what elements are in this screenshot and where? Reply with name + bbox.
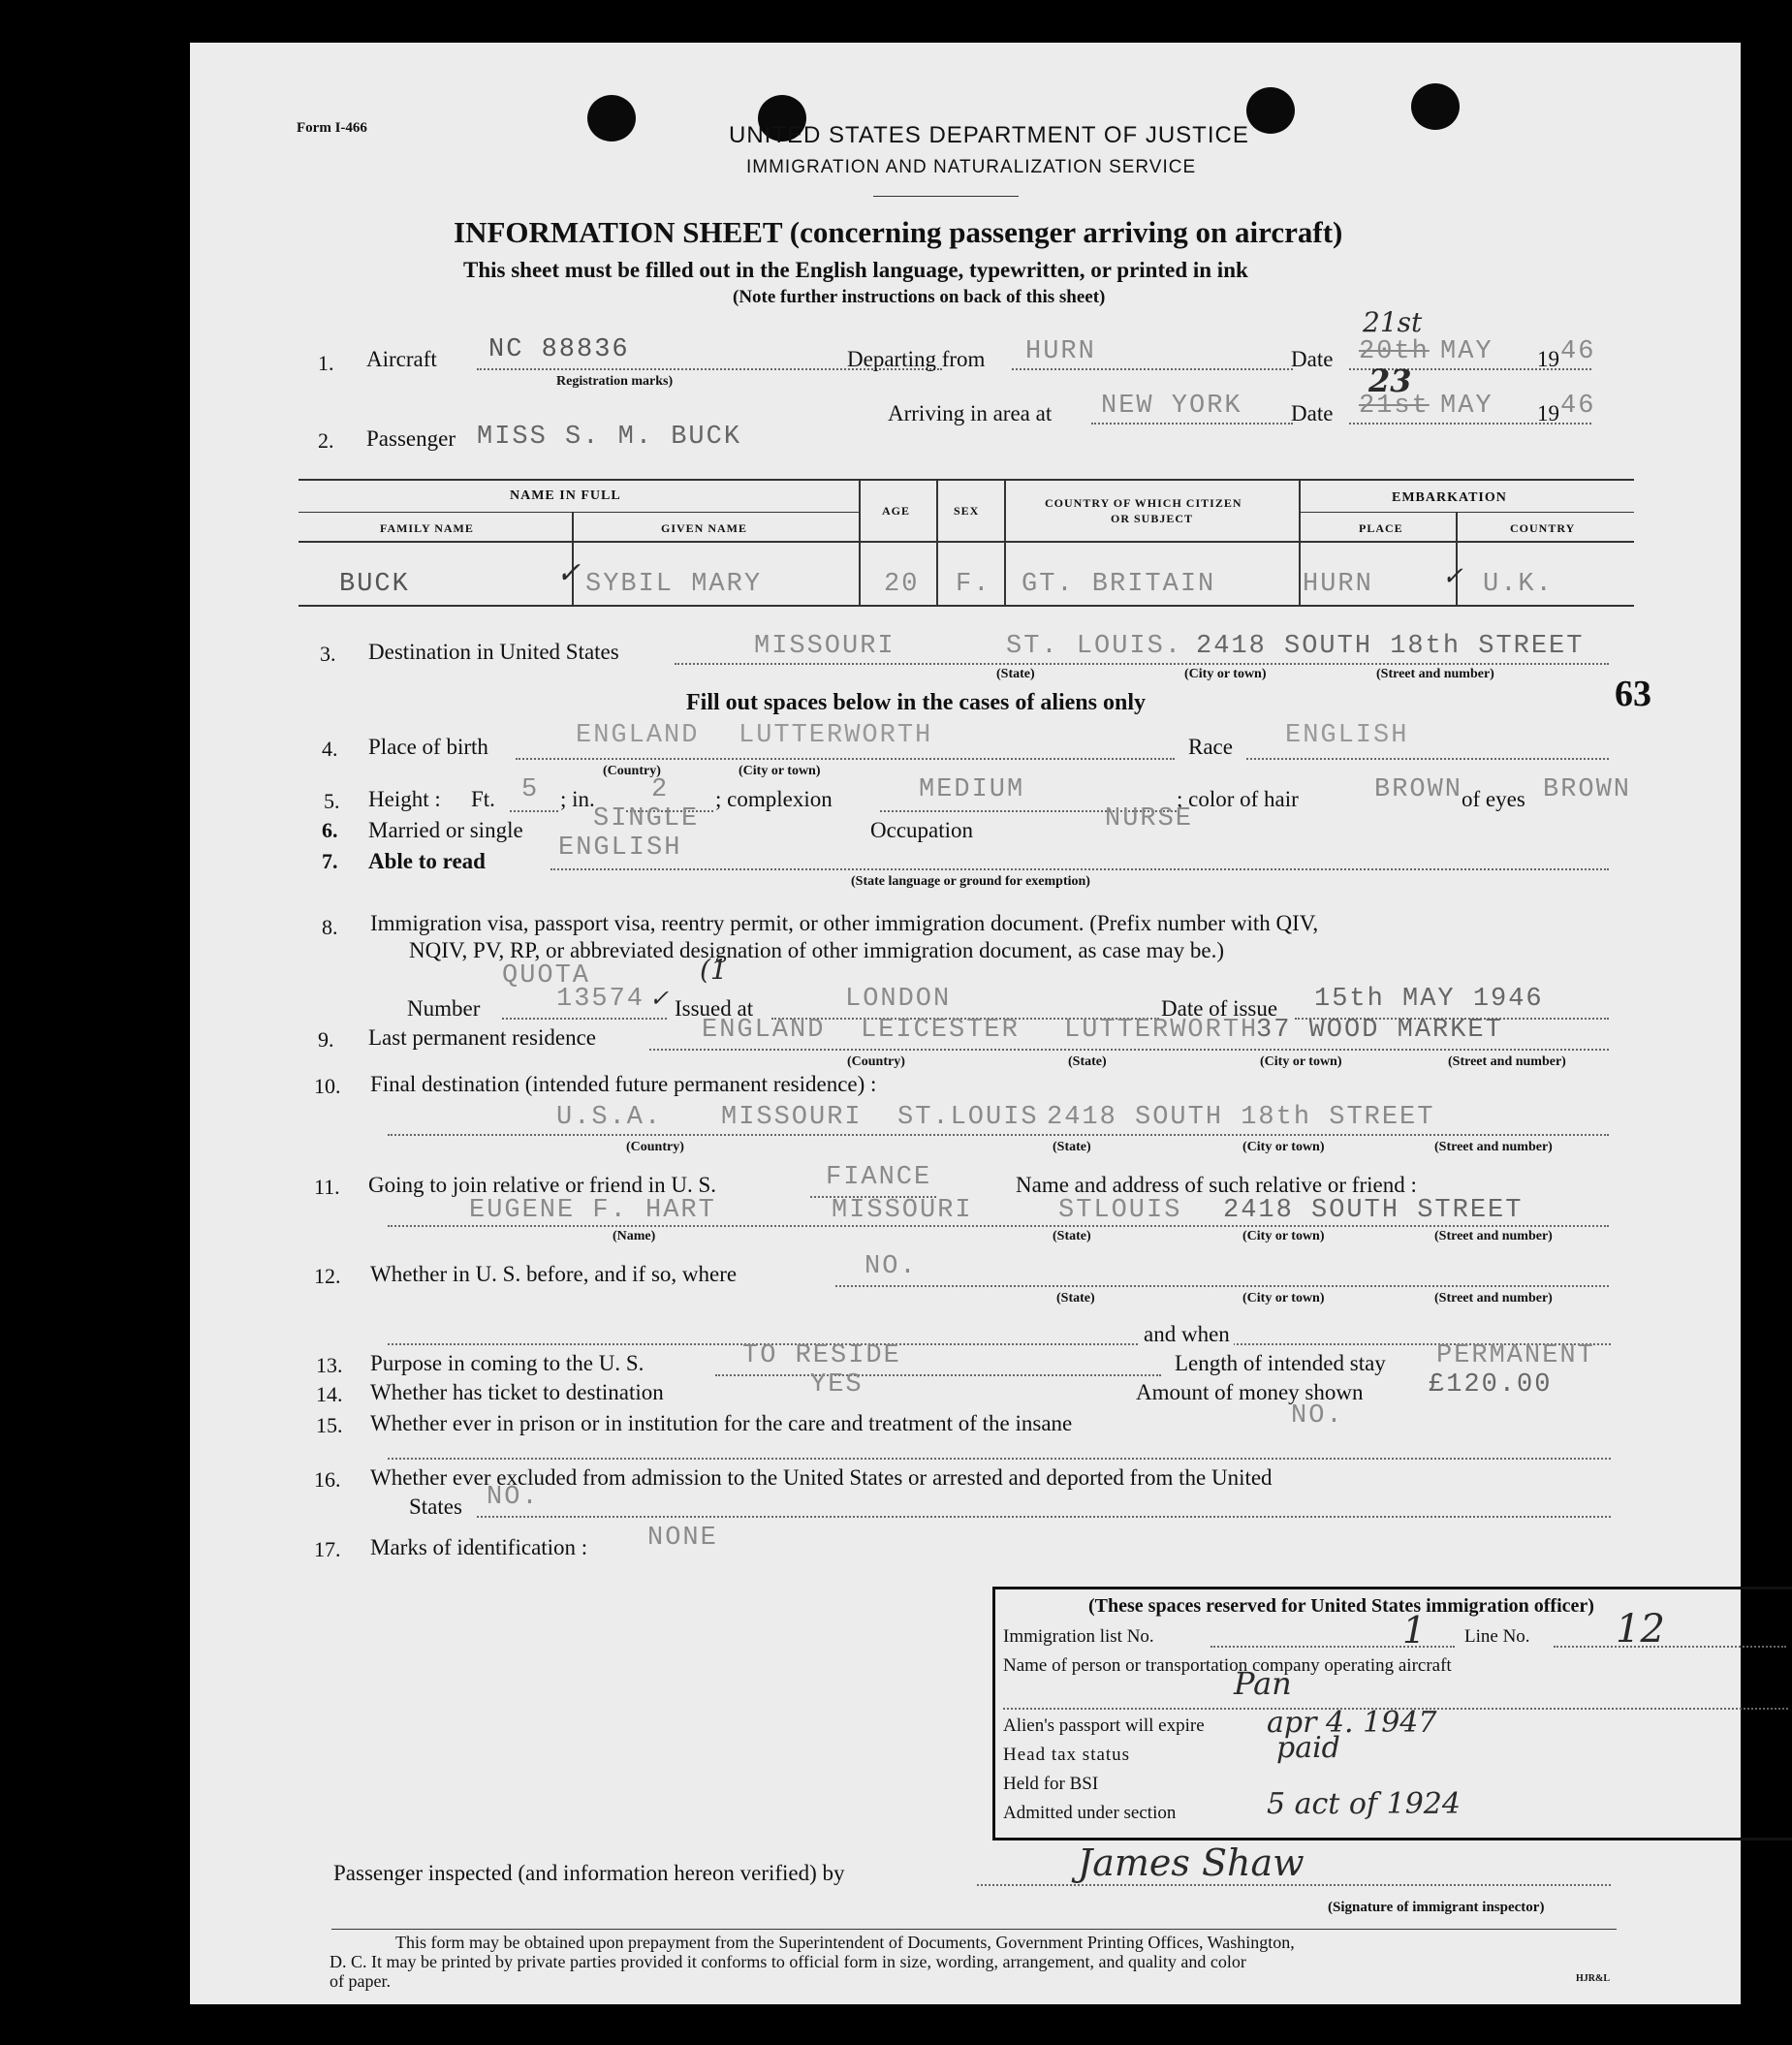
in-value: 2 <box>651 775 670 804</box>
residence-state: LEICESTER <box>861 1016 1020 1045</box>
check-mark-icon: ✓ <box>649 985 670 1012</box>
caption-street: (Street and number) <box>1376 667 1494 681</box>
residence-label: Last permanent residence <box>368 1025 596 1050</box>
item-number: 15. <box>316 1413 343 1437</box>
check-mark-icon: ✓ <box>1442 562 1463 591</box>
punch-hole <box>587 95 636 142</box>
caption-city: (City or town) <box>1242 1291 1325 1306</box>
item-number: 7. <box>322 849 338 873</box>
dep-year: 46 <box>1560 337 1596 366</box>
ticket-label: Whether has ticket to destination <box>370 1380 664 1404</box>
when-label: and when <box>1140 1322 1234 1347</box>
sex-cell: F. <box>956 570 991 599</box>
table-sub-rule <box>1301 512 1634 513</box>
caption-country: (Country) <box>626 1140 684 1154</box>
join-city: STLOUIS <box>1058 1196 1182 1225</box>
signature-caption: (Signature of immigrant inspector) <box>1328 1900 1545 1915</box>
header-rule <box>873 196 1019 197</box>
dep-month: MAY <box>1440 337 1493 366</box>
table-col-rule <box>936 479 938 605</box>
caption-name: (Name) <box>613 1229 656 1243</box>
officer-reserved-box <box>992 1587 1792 1840</box>
caption-street: (Street and number) <box>1434 1291 1553 1306</box>
issued-label: Issued at <box>675 996 754 1021</box>
given-name-cell: SYBIL MARY <box>585 570 763 599</box>
admitted-label: Admitted under section <box>1003 1803 1177 1823</box>
line-no-value: 12 <box>1616 1607 1665 1652</box>
visa-number-line <box>502 1018 667 1020</box>
occupation-label: Occupation <box>870 818 974 842</box>
line-no-label: Line No. <box>1464 1626 1530 1647</box>
form-note: (Note further instructions on back of this sheet) <box>733 287 1106 307</box>
join-address-line <box>388 1225 1609 1227</box>
excluded-label-2: States <box>409 1494 462 1519</box>
year-prefix: 19 <box>1537 347 1559 371</box>
registration-caption: Registration marks) <box>556 374 674 389</box>
visa-quota: QUOTA <box>502 961 591 991</box>
check-mark-icon: ✓ <box>556 556 582 590</box>
marks-label: Marks of identification : <box>370 1535 588 1559</box>
passport-value: apr 4. 1947 <box>1267 1706 1437 1740</box>
residence-street: 37 WOOD MARKET <box>1256 1016 1503 1045</box>
line-no-line <box>1554 1646 1786 1648</box>
admitted-value: 5 act of 1924 <box>1267 1787 1461 1821</box>
country-cell: U.K. <box>1483 570 1554 599</box>
departing-line <box>1012 368 1293 370</box>
destination-street: 2418 SOUTH 18th STREET <box>1196 632 1585 661</box>
aircraft-label: Aircraft <box>366 347 437 371</box>
before-label: Whether in U. S. before, and if so, where <box>370 1262 738 1286</box>
caption-street: (Street and number) <box>1434 1229 1553 1243</box>
aircraft-value: NC 88836 <box>488 335 630 364</box>
money-label: Amount of money shown <box>1136 1380 1364 1404</box>
visa-handwritten-note: (1 <box>700 954 728 986</box>
table-bottom-rule <box>299 605 1634 607</box>
punch-hole <box>1246 87 1295 134</box>
race-label: Race <box>1188 735 1233 759</box>
table-col-rule <box>1004 479 1006 605</box>
purpose-value: TO RESIDE <box>742 1341 901 1370</box>
join-relation: FIANCE <box>826 1163 932 1192</box>
caption-country: (Country) <box>847 1054 905 1069</box>
height-label: Height : <box>368 787 441 811</box>
occupation-value: NURSE <box>1105 804 1194 834</box>
date-label: Date <box>1291 347 1334 371</box>
birth-city: LUTTERWORTH <box>739 721 933 750</box>
caption-city: (City or town) <box>739 764 821 778</box>
arriving-label: Arriving in area at <box>888 401 1053 425</box>
caption-city: (City or town) <box>1242 1229 1325 1243</box>
reserved-title: (These spaces reserved for United States immigration officer) <box>1088 1595 1594 1617</box>
form-subtitle: This sheet must be filled out in the English language, typewritten, or printed in ink <box>463 258 1248 282</box>
dep-date-struck: 20th <box>1359 337 1430 366</box>
purpose-label: Purpose in coming to the U. S. <box>370 1351 644 1375</box>
item-number: 9. <box>318 1027 334 1052</box>
table-col-rule <box>1299 479 1301 605</box>
issued-value: LONDON <box>845 985 952 1014</box>
department-heading: UNITED STATES DEPARTMENT OF JUSTICE <box>729 122 1249 148</box>
date-of-issue-label: Date of issue <box>1161 996 1278 1021</box>
caption-country: (Country) <box>603 764 661 778</box>
eyes-label: of eyes <box>1462 787 1525 811</box>
inspected-label: Passenger inspected (and information hereon verified) by <box>333 1861 845 1885</box>
or-subject-header: OR SUBJECT <box>1111 512 1194 525</box>
family-name-cell: BUCK <box>339 570 410 599</box>
destination-city: ST. LOUIS. <box>1006 632 1183 661</box>
arr-date-corrected: 23 <box>1368 362 1412 399</box>
citizen-cell: GT. BRITAIN <box>1022 570 1216 599</box>
form-number: Form I-466 <box>297 120 367 136</box>
sex-header: SEX <box>954 504 980 518</box>
residence-city: LUTTERWORTH <box>1064 1016 1259 1045</box>
arr-date-line <box>1349 423 1591 425</box>
read-value: ENGLISH <box>558 834 682 863</box>
departing-label: Departing from <box>847 347 986 371</box>
item-number: 11. <box>314 1175 340 1199</box>
destination-label: Destination in United States <box>368 640 619 664</box>
join-street: 2418 SOUTH STREET <box>1223 1196 1524 1225</box>
caption-state: (State) <box>1068 1054 1107 1069</box>
excluded-value: NO. <box>487 1483 540 1512</box>
passport-label: Alien's passport will expire <box>1003 1715 1205 1736</box>
purpose-line <box>715 1374 1161 1376</box>
table-top-rule <box>299 479 1634 481</box>
prison-label: Whether ever in prison or in institution for the care and treatment of the insane <box>370 1411 1073 1435</box>
ft-label: Ft. <box>471 787 495 811</box>
arr-year: 46 <box>1560 392 1596 421</box>
join-state: MISSOURI <box>832 1196 973 1225</box>
excluded-label: Whether ever excluded from admission to the United States or arrested and deported from the United <box>370 1465 1273 1490</box>
service-heading: IMMIGRATION AND NATURALIZATION SERVICE <box>746 157 1197 177</box>
read-line <box>550 868 1609 870</box>
before-value: NO. <box>865 1252 918 1281</box>
caption-street: (Street and number) <box>1434 1140 1553 1154</box>
residence-country: ENGLAND <box>702 1016 826 1045</box>
birth-line <box>516 758 1175 760</box>
passenger-value: MISS S. M. BUCK <box>477 423 742 452</box>
given-name-header: GIVEN NAME <box>661 521 748 535</box>
stay-label: Length of intended stay <box>1175 1351 1386 1375</box>
item-number: 4. <box>322 737 338 761</box>
list-no-label: Immigration list No. <box>1003 1626 1154 1647</box>
visa-number-label: Number <box>407 996 481 1021</box>
read-caption: (State language or ground for exemption) <box>851 874 1090 889</box>
company-value: Pan <box>1234 1665 1292 1702</box>
place-header: PLACE <box>1359 521 1403 535</box>
family-name-header: FAMILY NAME <box>380 521 474 535</box>
table-sub-rule <box>299 512 861 513</box>
passenger-label: Passenger <box>366 426 456 451</box>
place-cell: HURN <box>1303 570 1373 599</box>
footer-line-1: This form may be obtained upon prepayment from the Superintendent of Documents, Government Printing Offices, Washington, <box>395 1933 1295 1952</box>
race-line <box>1246 758 1609 760</box>
arr-date-label: Date <box>1291 401 1334 425</box>
item-number: 16. <box>314 1467 341 1492</box>
company-label: Name of person or transportation company operating aircraft <box>1003 1655 1452 1676</box>
punch-hole <box>1411 83 1460 130</box>
final-city: ST.LOUIS <box>897 1103 1039 1132</box>
inspector-signature: James Shaw <box>1078 1841 1305 1884</box>
ticket-value: YES <box>810 1370 864 1400</box>
join-label: Going to join relative or friend in U. S. <box>368 1173 716 1197</box>
date-of-issue-value: 15th MAY 1946 <box>1314 985 1544 1014</box>
money-value: £120.00 <box>1429 1370 1553 1400</box>
ft-line <box>510 810 558 812</box>
final-country: U.S.A. <box>556 1103 663 1132</box>
race-value: ENGLISH <box>1285 721 1409 750</box>
before-when-line <box>388 1343 1611 1345</box>
excluded-line <box>477 1516 1611 1518</box>
country-header: COUNTRY <box>1510 521 1576 535</box>
item-number: 10. <box>314 1074 341 1098</box>
bsi-label: Held for BSI <box>1003 1774 1099 1794</box>
visa-text-2: NQIV, PV, RP, or abbreviated designation of other immigration document, as case may be.) <box>409 938 1225 962</box>
arriving-value: NEW YORK <box>1101 392 1242 421</box>
visa-text-1: Immigration visa, passport visa, reentry permit, or other immigration document. (Prefix number with QIV, <box>370 911 1319 935</box>
tax-label: Head tax status <box>1003 1745 1131 1765</box>
complexion-label: ; complexion <box>715 787 833 811</box>
arr-year-prefix: 19 <box>1537 401 1559 425</box>
marks-value: NONE <box>647 1524 718 1553</box>
country-citizen-header: COUNTRY OF WHICH CITIZEN <box>1045 496 1242 510</box>
destination-state: MISSOURI <box>754 632 896 661</box>
item-number: 17. <box>314 1537 341 1561</box>
complexion-value: MEDIUM <box>919 775 1025 804</box>
item-number: 3. <box>320 642 336 666</box>
married-value: SINGLE <box>593 804 700 834</box>
visa-number: 13574 <box>556 985 645 1014</box>
item-number: 2. <box>318 428 334 453</box>
caption-state: (State) <box>1056 1291 1095 1306</box>
final-line <box>388 1134 1609 1136</box>
tax-value: paid <box>1276 1731 1340 1765</box>
item-number: 13. <box>316 1353 343 1377</box>
caption-city: (City or town) <box>1260 1054 1342 1069</box>
final-state: MISSOURI <box>721 1103 863 1132</box>
page-number: 63 <box>1615 674 1651 714</box>
form-page <box>190 43 1741 2004</box>
arriving-line <box>1091 423 1293 425</box>
printer-mark: HJR&L <box>1576 1973 1610 1984</box>
arr-date-struck: 21st <box>1359 392 1430 421</box>
caption-city: (City or town) <box>1242 1140 1325 1154</box>
stay-value: PERMANENT <box>1436 1341 1595 1370</box>
residence-line <box>649 1049 1609 1051</box>
signature-line <box>977 1884 1611 1886</box>
item-number: 14. <box>316 1382 343 1406</box>
hair-value: BROWN <box>1374 775 1463 804</box>
footer-line-2: D. C. It may be printed by private parties provided it conforms to official form in size, wording, arrangement, and quality and color <box>330 1952 1246 1971</box>
departing-value: HURN <box>1025 337 1096 366</box>
caption-state: (State) <box>1053 1140 1091 1154</box>
ft-value: 5 <box>521 775 540 804</box>
list-no-value: 1 <box>1402 1609 1427 1652</box>
married-label: Married or single <box>368 818 523 842</box>
arr-month: MAY <box>1440 392 1493 421</box>
birth-label: Place of birth <box>368 735 488 759</box>
caption-city: (City or town) <box>1184 667 1267 681</box>
dep-date-corrected: 21st <box>1363 306 1423 338</box>
item-number: 1. <box>318 351 334 375</box>
item-number: 8. <box>322 915 338 939</box>
destination-line <box>675 663 1609 665</box>
name-in-full-header: NAME IN FULL <box>510 488 621 503</box>
table-header-rule <box>299 541 1634 543</box>
prison-value: NO. <box>1291 1401 1344 1431</box>
join-name: EUGENE F. HART <box>469 1196 716 1225</box>
item-number: 5. <box>324 789 340 813</box>
caption-state: (State) <box>1053 1229 1091 1243</box>
hair-label: ; color of hair <box>1177 787 1299 811</box>
footer-line-3: of paper. <box>330 1971 391 1991</box>
eyes-value: BROWN <box>1543 775 1632 804</box>
footer-rule <box>331 1929 1617 1930</box>
table-col-rule <box>859 479 861 605</box>
caption-street: (Street and number) <box>1448 1054 1566 1069</box>
aliens-header: Fill out spaces below in the cases of aliens only <box>686 690 1147 715</box>
item-number: 12. <box>314 1264 341 1288</box>
age-cell: 20 <box>884 570 920 599</box>
birth-country: ENGLAND <box>576 721 700 750</box>
embarkation-header: EMBARKATION <box>1392 490 1507 505</box>
form-title: INFORMATION SHEET (concerning passenger arriving on aircraft) <box>454 215 1343 249</box>
caption-state: (State) <box>996 667 1035 681</box>
item-number: 6. <box>322 818 338 842</box>
read-label: Able to read <box>368 849 486 873</box>
final-street: 2418 SOUTH 18th STREET <box>1047 1103 1435 1132</box>
final-label: Final destination (intended future permanent residence) : <box>370 1072 877 1096</box>
before-line <box>835 1285 1609 1287</box>
age-header: AGE <box>882 504 911 518</box>
in-label: ; in. <box>560 787 595 811</box>
prison-line <box>388 1458 1611 1460</box>
join-name-label: Name and address of such relative or friend : <box>1016 1173 1417 1197</box>
